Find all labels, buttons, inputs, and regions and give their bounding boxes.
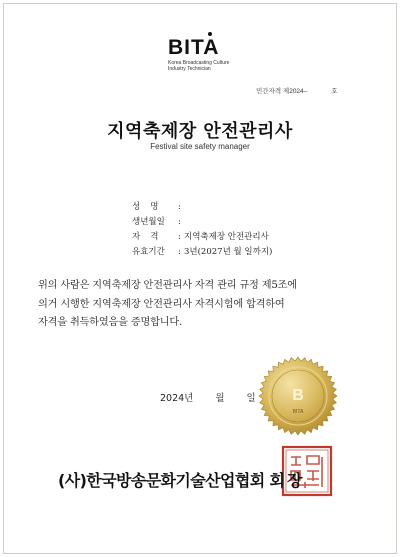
logo-subtitle (168, 60, 229, 72)
gold-seal-icon (258, 356, 338, 436)
field-birthdate (132, 215, 332, 230)
bita-logo (168, 36, 258, 76)
field-colon: : (178, 247, 181, 257)
certificate-number-suffix: 호 (331, 88, 338, 95)
issuer-organization: (사)한국방송문화기술산업협회 (58, 471, 265, 490)
certificate-body (38, 277, 368, 333)
field-colon: : (178, 217, 181, 227)
field-qualification (132, 230, 332, 245)
field-value: 지역축제장 안전관리사 (184, 232, 269, 242)
field-value: 3년(2027년 월 일까지) (184, 247, 273, 257)
certificate-number (256, 86, 338, 95)
logo-dot (208, 32, 212, 36)
field-colon: : (178, 232, 181, 242)
logo-subtitle-line2: Industry Technician (168, 66, 211, 72)
field-label: 생년월일 (132, 217, 165, 227)
logo-mark: BITA (168, 36, 220, 59)
logo-subtitle-line1: Korea Broadcasting Culture (168, 60, 230, 66)
title-korean: 지역축제장 안전관리사 (107, 121, 293, 142)
seal-emblem-text: B (292, 387, 304, 404)
issuer (58, 468, 304, 491)
field-colon: : (178, 202, 181, 212)
field-label: 유효기간 (132, 247, 165, 257)
title-english: Festival site safety manager (150, 142, 250, 151)
seal-label: BITA (292, 409, 304, 415)
issuer-role: 회장 (269, 471, 305, 490)
field-name (132, 200, 332, 215)
issue-date (160, 390, 256, 404)
field-validity (132, 245, 332, 260)
field-label: 자격 (132, 232, 169, 242)
issue-date-year: 2024년 (160, 393, 194, 404)
body-line-1: 위의 사람은 지역축제장 안전관리사 자격 관리 규정 제5조에 (38, 280, 297, 291)
body-line-2: 의거 시행한 지역축제장 안전관리사 자격시험에 합격하여 (38, 298, 285, 310)
body-line-3: 자격을 취득하였음을 증명합니다. (38, 317, 183, 328)
field-label: 성명 (132, 202, 169, 212)
certificate-fields (132, 200, 332, 260)
issue-date-day: 일 (246, 393, 256, 404)
certificate-number-label: 민간자격 제2024– (256, 88, 308, 95)
issue-date-month: 월 (215, 393, 225, 404)
